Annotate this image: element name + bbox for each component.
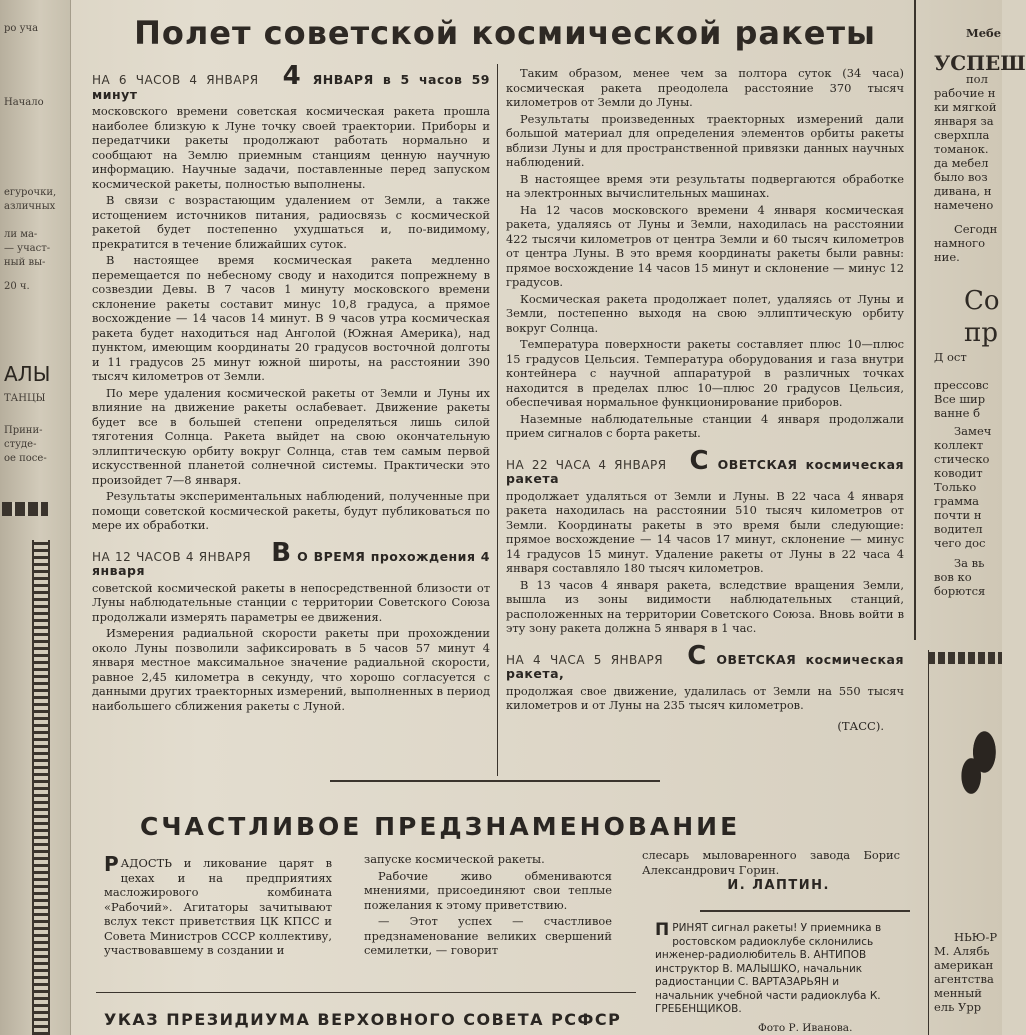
right-fragment-line: Только bbox=[934, 480, 977, 494]
right-fragment-line: намечено bbox=[934, 198, 994, 212]
page-headline: Полет советской космической ракеты bbox=[134, 14, 876, 52]
dropcap: В bbox=[271, 537, 292, 568]
dropcap: 4 bbox=[282, 61, 301, 91]
right-fragment-heading: пр bbox=[964, 318, 998, 348]
left-fragment-heading: АЛЫ bbox=[4, 362, 51, 386]
right-fragment-line: НЬЮ-Р bbox=[954, 930, 998, 944]
left-ornament-border bbox=[32, 540, 50, 1035]
paragraph-text: АДОСТЬ и ликование царят в цехах и на предприятиях масложирового комбината «Рабочий». Агитаторы зачитывают вслух текст приветствия ЦК КПСС и Совета Министров СССР коллективу, участвовавшему в создании и bbox=[104, 856, 332, 957]
right-fragment-line: Д ост bbox=[934, 350, 967, 364]
dateline: НА 12 ЧАСОВ 4 ЯНВАРЯ bbox=[92, 549, 252, 564]
paragraph: В настоящее время космическая ракета медленно перемещается по небесному своду и находится попрежнему в созвездии Девы. В 7 часов 1 минуту московского времени склонение ракеты составит минус 10,8 градуса, а прямое восхождение — 14 часов 14 минут. В 9 часов утра космическая ракета будет находиться над Анголой (Южная Америка), над пунктом, имеющим координаты 20 градусов восточной долготы и 11 градусов 25 минут южной широты, на расстоянии 390 тысяч километров от Земли. bbox=[92, 253, 490, 383]
left-fragment-line: ро уча bbox=[4, 23, 39, 34]
photo-credit: Фото Р. Иванова. bbox=[758, 1022, 853, 1034]
right-fragment-line: ки мягкой bbox=[934, 100, 997, 114]
paragraph: Результаты произведенных траекторных измерений дали большой материал для определения элементов орбиты ракеты вблизи Луны и для пространственной привязки данных научных наблюдений. bbox=[506, 111, 904, 169]
right-fragment-line: УСПЕШ bbox=[934, 51, 1026, 75]
left-fragment-line: Начало bbox=[4, 97, 44, 108]
article-column-2 bbox=[506, 66, 904, 733]
lead-words: ЯНВАРЯ в 5 часов 59 минут bbox=[92, 72, 490, 102]
right-fragment-line: да мебел bbox=[934, 156, 989, 170]
left-fragment-line: — участ- bbox=[4, 243, 51, 254]
left-fragment-subheading: ТАНЦЫ bbox=[4, 393, 46, 404]
right-fragment-line: чего дос bbox=[934, 536, 986, 550]
paragraph: Космическая ракета продолжает полет, удаляясь от Луны и Земли, постепенно выходя на свою эллиптическую орбиту вокруг Солнца. bbox=[506, 291, 904, 335]
author-signature: И. ЛАПТИН. bbox=[727, 878, 830, 893]
paragraph: Температура поверхности ракеты составляет плюс 10—плюс 15 градусов Цельсия. Температура оборудования и газа внутри контейнера с научной аппаратурой в различных точках находится в пределах плюс 10—плюс 20 градусов Цельсия, обеспечивая нормальное функционирование приборов. bbox=[506, 337, 904, 409]
paragraph: московского времени советская космическая ракета прошла наиболее близкую к Луне точку своей траектории. Приборы и передатчики ракеты продолжают работать нормально и сообщают на Землю приемным станциям ценную научную информацию. Научные задачи, поставленные перед запуском космической ракеты, полностью выполнены. bbox=[92, 104, 490, 191]
right-fragment-line: коллект bbox=[934, 438, 984, 452]
lead-words: ОВЕТСКАЯ космическая ракета bbox=[506, 456, 905, 486]
right-fragment-heading: Со bbox=[964, 286, 1000, 316]
left-fragment-line: егурочки, bbox=[4, 187, 57, 198]
paragraph: советской космической ракеты в непосредственной близости от Луны наблюдательные станции с территории Советского Союза продолжали измерять параметры ее движения. bbox=[92, 580, 490, 624]
right-fragment-line: томанок. bbox=[934, 142, 989, 156]
paragraph: продолжает удаляться от Земли и Луны. В 22 часа 4 января ракета находилась на расстоянии 510 тысяч километров от Земли. Координаты ракеты в это время были следующие: прямое восхождение — 14 часов 17 минут, склонение — минус 14 градусов 15 минут. Удаление ракеты от Луны в 22 часа 4 января составляло 180 тысяч километров. bbox=[506, 488, 904, 575]
right-fragment-line: ель Урр bbox=[934, 1000, 982, 1014]
paragraph: На 12 часов московского времени 4 января космическая ракета, удаляясь от Луны и Земли, находилась на расстоянии 422 тысячи километров от центра Земли и 60 тысяч километров от центра Луны. В это время координаты ракеты были равны: прямое восхождение 14 часов 15 минут и склонение — минус 12 градусов. bbox=[506, 202, 904, 289]
right-fragment-line: сверхпла bbox=[934, 128, 990, 142]
section-rule bbox=[330, 780, 660, 782]
left-ornament-row bbox=[2, 502, 48, 516]
bulletin-6h-header bbox=[92, 61, 490, 102]
dropcap: Р bbox=[104, 852, 119, 876]
right-fragment-line: За вь bbox=[954, 556, 985, 570]
paragraph: По мере удаления космической ракеты от Земли и Луны их влияние на движение ракеты ослабевает. Движение ракеты будет все в большей степени определяться лишь силой тяготения Солнца. Ракета выйдет на свою окончательную эллиптическую орбиту вокруг Солнца, став тем самым первой искусственной планетой солнечной системы. Практически это произойдет 7—8 января. bbox=[92, 385, 490, 487]
right-lower-border bbox=[928, 650, 929, 1035]
right-fragment-line: американ bbox=[934, 958, 994, 972]
right-fragment-line: пол bbox=[966, 72, 988, 86]
right-fragment-line: Все шир bbox=[934, 392, 986, 406]
bulletin-12h-header bbox=[92, 537, 490, 579]
bulletin-4h-header bbox=[506, 640, 905, 682]
bulletin-22h-header bbox=[506, 445, 905, 487]
right-fragment-line: стическо bbox=[934, 452, 990, 466]
right-fragment-line: рабочие н bbox=[934, 86, 996, 100]
column-divider bbox=[497, 64, 498, 776]
source-tass: (ТАСС). bbox=[837, 718, 884, 733]
right-fragment-line: вов ко bbox=[934, 570, 972, 584]
left-fragment-line: Прини- bbox=[4, 425, 43, 436]
dropcap: П bbox=[655, 920, 670, 940]
right-fragment-line: января за bbox=[934, 114, 994, 128]
paragraph: В настоящее время эти результаты подвергаются обработке на электронных вычислительных машинах. bbox=[506, 171, 904, 200]
left-fragment-line: ный вы- bbox=[4, 257, 46, 268]
paragraph: В связи с возрастающим удалением от Земли, а также истощением источников питания, радиосвязь с космической ракетой будет постепенно ухудшаться и, по-видимому, прекратится в течение ближайших суток. bbox=[92, 193, 490, 251]
right-fragment-line: ководит bbox=[934, 466, 983, 480]
right-fragment-line: намного bbox=[934, 236, 986, 250]
right-fragment-line: агентства bbox=[934, 972, 994, 986]
paragraph: — Этот успех — счастливое предзнаменование великих свершений семилетки, — говорит bbox=[364, 914, 612, 957]
photo-caption bbox=[655, 922, 895, 1017]
caption-rule bbox=[700, 910, 910, 912]
dateline: НА 6 ЧАСОВ 4 ЯНВАРЯ bbox=[92, 73, 259, 87]
section2-column-2 bbox=[364, 852, 612, 960]
right-fragment-line: Мебе bbox=[966, 26, 1002, 40]
caption-text: РИНЯТ сигнал ракеты! У приемника в ростовском радиоклубе склонились инженер-радиолюбитель В. АНТИПОВ инструктор В. МАЛЫШКО, начальник радиостанции С. ВАРТАЗАРЬЯН и начальник учебной части радиоклуба К. ГРЕБЕНЩИКОВ. bbox=[655, 922, 882, 1015]
right-fragment-line: грамма bbox=[934, 494, 979, 508]
left-fragment-line: ое посе- bbox=[4, 453, 47, 464]
paragraph: Результаты экспериментальных наблюдений, полученные при помощи советской космической ракеты, будут публиковаться по мере их обработки. bbox=[92, 489, 490, 532]
paragraph: Таким образом, менее чем за полтора суток (34 часа) космическая ракета преодолела расстояние 370 тысяч километров от Земли до Луны. bbox=[506, 66, 904, 109]
right-fragment-line: менный bbox=[934, 986, 982, 1000]
right-fragment-line: ванне б bbox=[934, 406, 981, 420]
left-fragment-line: студе- bbox=[4, 439, 37, 450]
right-border bbox=[914, 0, 916, 640]
section-headline: СЧАСТЛИВОЕ ПРЕДЗНАМЕНОВАНИЕ bbox=[140, 812, 741, 841]
dateline: НА 22 ЧАСА 4 ЯНВАРЯ bbox=[506, 457, 667, 472]
right-fragment-line: Сегодн bbox=[954, 222, 998, 236]
right-fragment-line: почти н bbox=[934, 508, 982, 522]
left-fragment-line: 20 ч. bbox=[4, 281, 30, 292]
section2-column-1 bbox=[104, 852, 332, 960]
right-fragment-line: было воз bbox=[934, 170, 988, 184]
paragraph: Рабочие живо обмениваются мнениями, присоединяют свои теплые пожелания к этому приветствию. bbox=[364, 868, 612, 912]
decree-rule bbox=[96, 992, 636, 993]
left-fragment-line: ли ма- bbox=[4, 229, 38, 240]
dropcap: С bbox=[687, 640, 707, 671]
right-page-fragment bbox=[922, 0, 1026, 1035]
right-ornament-row bbox=[928, 652, 1002, 664]
lead-words: О ВРЕМЯ прохождения 4 января bbox=[92, 548, 490, 578]
right-fragment-line: дивана, н bbox=[934, 184, 992, 198]
decree-headline: УКАЗ ПРЕЗИДИУМА ВЕРХОВНОГО СОВЕТА РСФСР bbox=[104, 1010, 622, 1029]
lead-words: ОВЕТСКАЯ космическая ракета, bbox=[506, 651, 905, 681]
right-fragment-line: прессовс bbox=[934, 378, 989, 392]
emblem-figure bbox=[958, 720, 1002, 800]
section2-column-3 bbox=[642, 848, 900, 894]
right-fragment-line: водител bbox=[934, 522, 983, 536]
right-fragment-line: Замеч bbox=[954, 424, 992, 438]
paragraph: слесарь мыловаренного завода Борис Александрович Горин. bbox=[642, 848, 900, 877]
left-page-fragment bbox=[0, 0, 71, 1035]
dateline: НА 4 ЧАСА 5 ЯНВАРЯ bbox=[506, 652, 664, 667]
right-fragment-line: борются bbox=[934, 584, 986, 598]
left-fragment-line: азличных bbox=[4, 201, 56, 212]
dropcap: С bbox=[689, 445, 709, 476]
right-fragment-line: ние. bbox=[934, 250, 960, 264]
paragraph: В 13 часов 4 января ракета, вследствие вращения Земли, вышла из зоны видимости наблюдательных станций, расположенных на территории Советского Союза. Вновь войти в эту зону ракета должна 5 января в 1 час. bbox=[506, 577, 904, 635]
right-fragment-line: М. Алябь bbox=[934, 944, 990, 958]
paragraph: запуске космической ракеты. bbox=[364, 852, 545, 866]
paragraph: Измерения радиальной скорости ракеты при прохождении около Луны позволили зафиксировать в 5 часов 57 минут 4 января местное максимальное значение радиальной скорости, равное 2,45 километра в секунду, что хорошо согласуется с данными других траекторных измерений, выполненных в период наибольшего сближения ракеты с Луной. bbox=[92, 626, 490, 713]
paragraph: Наземные наблюдательные станции 4 января продолжали прием сигналов с борта ракеты. bbox=[506, 411, 904, 440]
paragraph: продолжая свое движение, удалилась от Земли на 550 тысяч километров и от Луны на 235 тысяч километров. bbox=[506, 683, 904, 712]
paragraph bbox=[104, 852, 332, 958]
article-column-1 bbox=[92, 61, 490, 715]
